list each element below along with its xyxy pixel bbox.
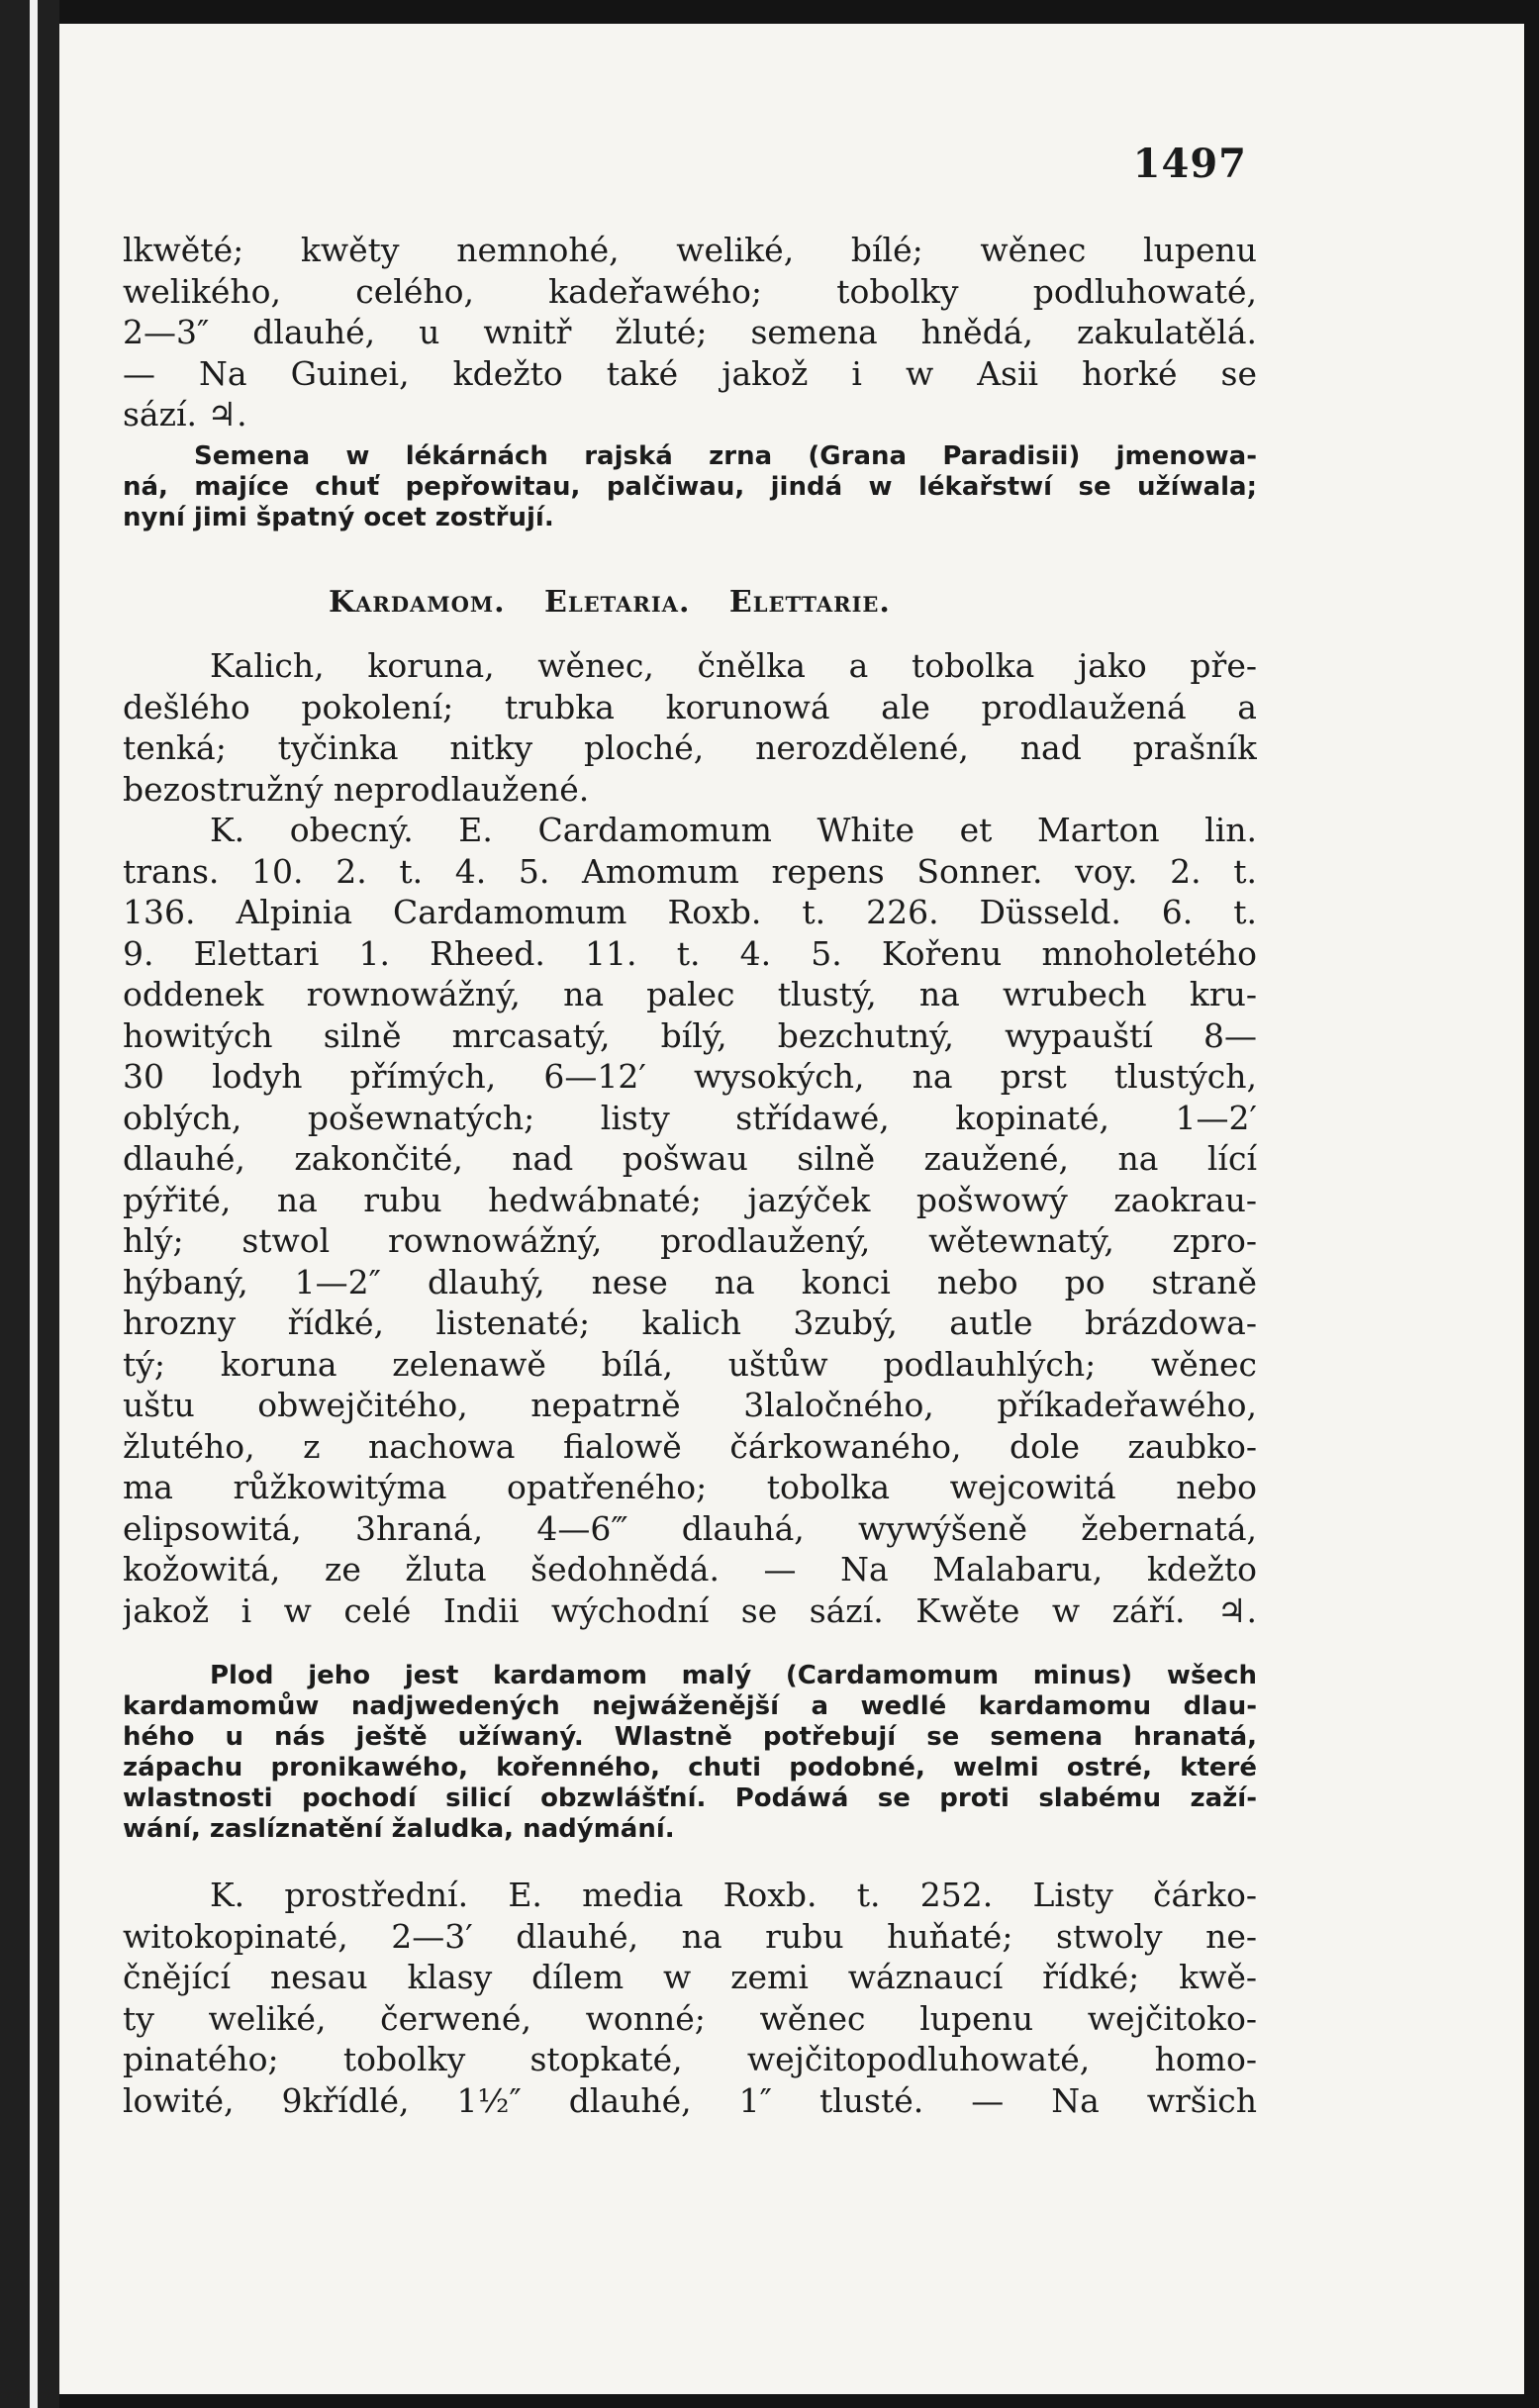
text-line: sází. ♃. bbox=[123, 395, 247, 433]
text-line: uštu obwejčitého, nepatrně 3laločného, příkadeřawého, bbox=[123, 1386, 1257, 1424]
text-line: pýřité, na rubu hedwábnaté; jazýček pošwowý zaokrau- bbox=[123, 1180, 1257, 1219]
text-line: oddenek rownowážný, na palec tlustý, na wrubech kru- bbox=[123, 975, 1257, 1013]
book-page bbox=[59, 24, 1524, 2394]
text-line: bezostružný neprodlaužené. bbox=[123, 769, 590, 809]
note-line: kardamomůw nadjwedených nejwáženější a wedlé kardamomu dlau- bbox=[123, 1691, 1257, 1721]
text-line: 2—3″ dlauhé, u wnitř žluté; semena hnědá, zakulatělá. bbox=[123, 313, 1257, 351]
footnote-kardamom-maly bbox=[123, 1661, 1257, 1845]
note-line: ná, majíce chuť pepřowitau, palčiwau, jindá w lékařstwí se užíwala; bbox=[123, 472, 1257, 502]
text-line: howitých silně mrcasatý, bílý, bezchutný, wypauští 8— bbox=[123, 1015, 1257, 1055]
note-line: wání, zaslíznatění žaludka, nadýmání. bbox=[123, 1814, 675, 1844]
text-line: kožowitá, ze žluta šedohnědá. — Na Malabaru, kdežto bbox=[123, 1550, 1257, 1589]
footnote-grana-paradisii bbox=[123, 441, 1257, 533]
text-line: jakož i w celé Indii wýchodní se sází. Kwěte w září. ♃. bbox=[123, 1590, 1257, 1630]
text-line: hýbaný, 1—2″ dlauhý, nese na konci nebo po straně bbox=[123, 1262, 1257, 1301]
text-line: lkwěté; kwěty nemnohé, weliké, bílé; wěnec lupenu bbox=[123, 231, 1257, 269]
text-line: ty weliké, čerwené, wonné; wěnec lupenu wejčitoko- bbox=[123, 1998, 1257, 2038]
text-line: lowité, 9křídlé, 1½″ dlauhé, 1″ tlusté. — Na wršich bbox=[123, 2080, 1257, 2120]
note-line: zápachu pronikawého, kořenného, chuti podobné, welmi ostré, které bbox=[123, 1753, 1257, 1782]
text-line: Kalich, koruna, wěnec, čnělka a tobolka jako pře- bbox=[210, 646, 1257, 685]
text-line: 30 lodyh přímých, 6—12′ wysokých, na prst tlustých, bbox=[123, 1057, 1257, 1096]
page-number: 1497 bbox=[1132, 141, 1247, 187]
note-line: Plod jeho jest kardamom malý (Cardamomum minus) wšech bbox=[210, 1661, 1257, 1690]
text-line: witokopinaté, 2—3′ dlauhé, na rubu huňaté; stwoly ne- bbox=[123, 1916, 1257, 1956]
paragraph-species-obecny bbox=[123, 810, 1257, 1631]
text-line: trans. 10. 2. t. 4. 5. Amomum repens Sonner. voy. 2. t. bbox=[123, 851, 1257, 891]
note-line: Semena w lékárnách rajská zrna (Grana Paradisii) jmenowa- bbox=[194, 441, 1257, 471]
text-line: 136. Alpinia Cardamomum Roxb. t. 226. Düsseld. 6. t. bbox=[123, 893, 1257, 931]
section-heading: Kardamom. Eletaria. Elettarie. bbox=[329, 585, 891, 620]
paragraph-continued bbox=[123, 230, 1257, 435]
note-line: nyní jimi špatný ocet zostřují. bbox=[123, 503, 554, 532]
text-line: K. obecný. E. Cardamomum White et Marton lin. bbox=[210, 811, 1257, 849]
text-line: pinatého; tobolky stopkaté, wejčitopodluhowaté, homo- bbox=[123, 2040, 1257, 2078]
text-line: hrozny řídké, listenaté; kalich 3zubý, autle brázdowa- bbox=[123, 1303, 1257, 1342]
text-line: welikého, celého, kadeřawého; tobolky podluhowaté, bbox=[123, 271, 1257, 311]
paragraph-genus bbox=[123, 645, 1257, 810]
text-line: dlauhé, zakončité, nad pošwau silně zaužené, na lící bbox=[123, 1139, 1257, 1178]
scan-left-edge bbox=[30, 0, 38, 2408]
text-line: — Na Guinei, kdežto také jakož i w Asii horké se bbox=[123, 353, 1257, 393]
text-line: čnějící nesau klasy dílem w zemi wáznaucí řídké; kwě- bbox=[123, 1958, 1257, 1996]
text-line: 9. Elettari 1. Rheed. 11. t. 4. 5. Kořenu mnoholetého bbox=[123, 933, 1257, 973]
text-line: dešlého pokolení; trubka korunowá ale prodlaužená a bbox=[123, 687, 1257, 726]
text-line: ma růžkowitýma opatřeného; tobolka wejcowitá nebo bbox=[123, 1468, 1257, 1506]
text-line: tenká; tyčinka nitky ploché, nerozdělené, nad prašník bbox=[123, 728, 1257, 767]
text-line: oblých, pošewnatých; listy střídawé, kopinaté, 1—2′ bbox=[123, 1098, 1257, 1137]
text-line: K. prostřední. E. media Roxb. t. 252. Listy čárko- bbox=[210, 1876, 1257, 1914]
text-line: elipsowitá, 3hraná, 4—6‴ dlauhá, wywýšeně žebernatá, bbox=[123, 1508, 1257, 1548]
text-line: hlý; stwol rownowážný, prodlaužený, wětewnatý, zpro- bbox=[123, 1221, 1257, 1260]
paragraph-species-prostredni bbox=[123, 1875, 1257, 2121]
note-line: hého u nás ještě užíwaný. Wlastně potřebují se semena hranatá, bbox=[123, 1722, 1257, 1752]
note-line: wlastnosti pochodí silicí obzwlášťní. Podáwá se proti slabému zaží- bbox=[123, 1783, 1257, 1813]
text-line: tý; koruna zelenawě bílá, uštůw podlauhlých; wěnec bbox=[123, 1344, 1257, 1384]
text-line: žlutého, z nachowa fialowě čárkowaného, dole zaubko- bbox=[123, 1426, 1257, 1466]
